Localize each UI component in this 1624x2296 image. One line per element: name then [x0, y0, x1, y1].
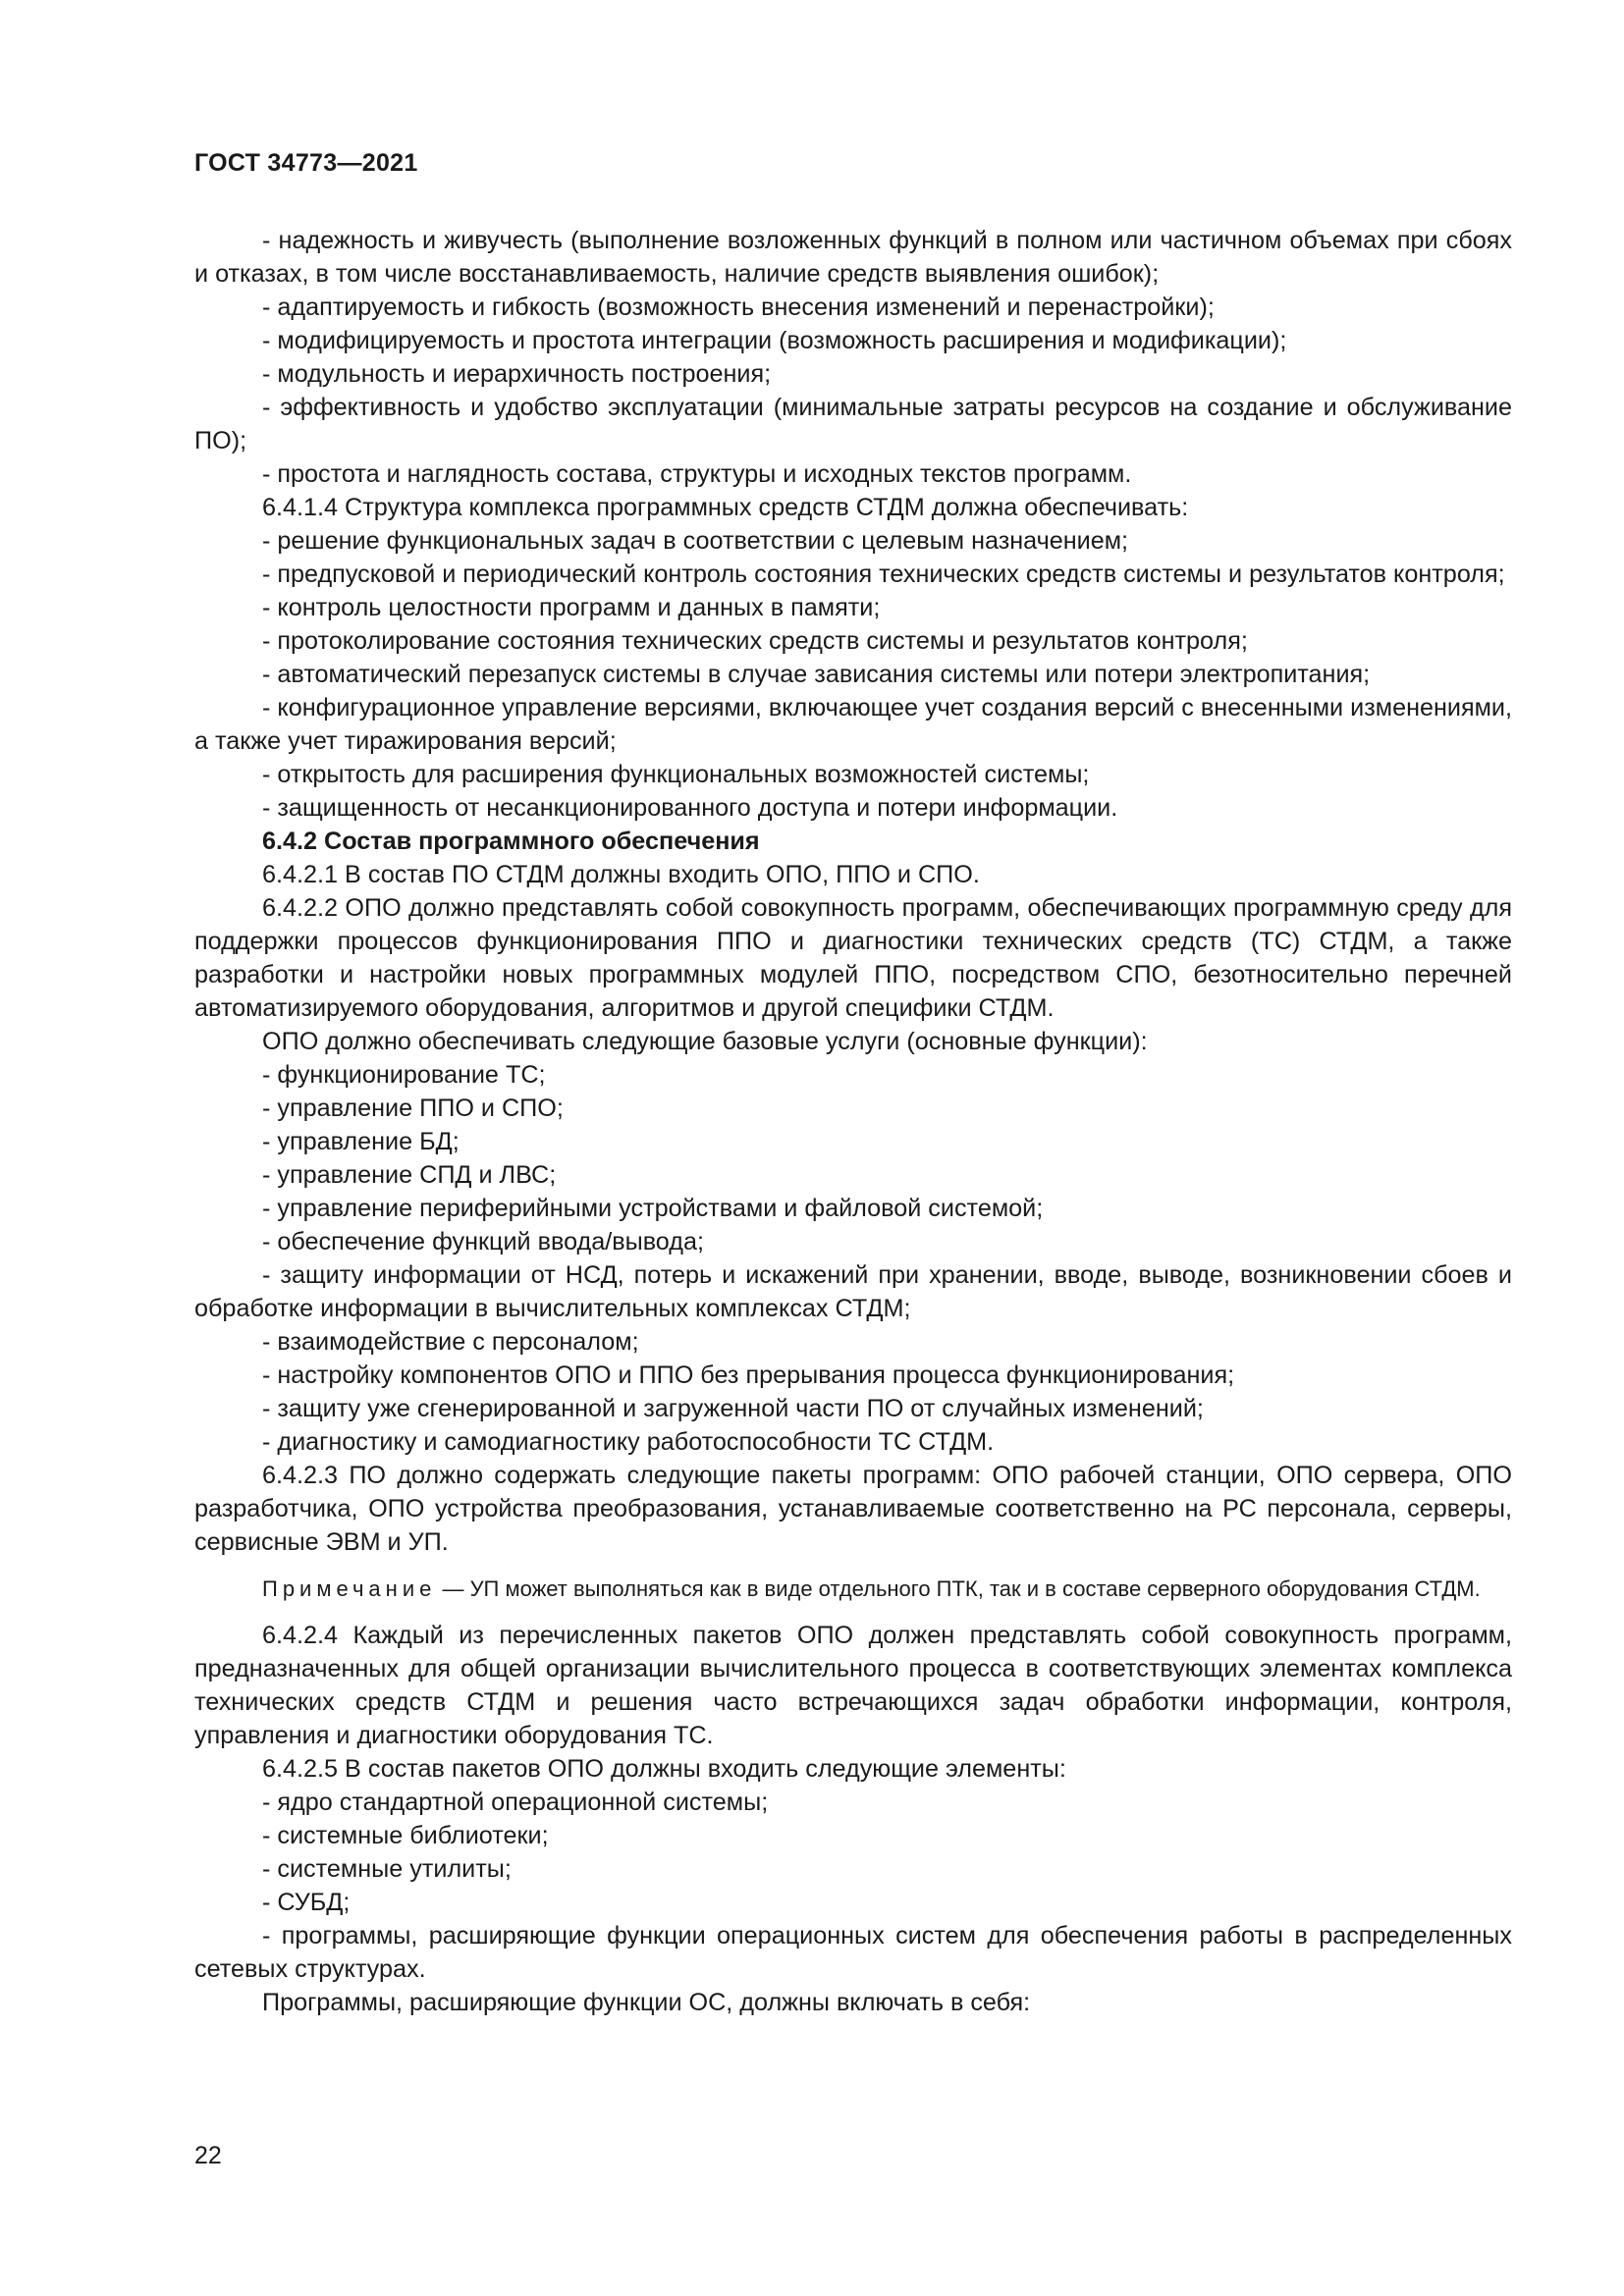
paragraph: - обеспечение функций ввода/вывода; — [262, 1228, 704, 1255]
paragraph: - управление периферийными устройствами и файловой системой; — [262, 1195, 1044, 1222]
paragraph: ОПО должно обеспечивать следующие базовые услуги (основные функции): — [262, 1028, 1148, 1055]
paragraph-block — [194, 224, 1512, 1559]
paragraph: 6.4.2.4 Каждый из перечисленных пакетов ОПО должен представлять собой совокупность программ, предназначенных для общей организации вычислительного процесса в соответствующих элементах комплекса технических средств СТДМ и решения часто встречающихся задач обработки информации, контроля, управления и диагностики оборудования ТС. — [194, 1622, 1512, 1749]
paragraph: - автоматический перезапуск системы в случае зависания системы или потери электропитания; — [262, 661, 1371, 688]
note-paragraph — [194, 1573, 1512, 1605]
paragraph: - защиту информации от НСД, потерь и искажений при хранении, вводе, выводе, возникновении сбоев и обработке информации в вычислительных комплексах СТДМ; — [194, 1261, 1512, 1322]
section-heading: 6.4.2 Состав программного обеспечения — [262, 828, 760, 855]
note-text: — УП может выполняться как в виде отдельного ПТК, так и в составе серверного оборудования СТДМ. — [436, 1576, 1481, 1601]
paragraph: - диагностику и самодиагностику работоспособности ТС СТДМ. — [262, 1428, 995, 1456]
page-number: 22 — [194, 2142, 222, 2169]
paragraph: - системные утилиты; — [262, 1855, 512, 1883]
note-label: Примечание — [262, 1576, 437, 1601]
paragraph: - решение функциональных задач в соответствии с целевым назначением; — [262, 527, 1129, 555]
paragraph: - функционирование ТС; — [262, 1061, 546, 1089]
paragraph: - эффективность и удобство эксплуатации (минимальные затраты ресурсов на создание и обслуживание ПО); — [194, 394, 1512, 454]
paragraph: - надежность и живучесть (выполнение возложенных функций в полном или частичном объемах при сбоях и отказах, в том числе восстанавливаемость, наличие средств выявления ошибок); — [194, 227, 1512, 288]
paragraph: 6.4.1.4 Структура комплекса программных средств СТДМ должна обеспечивать: — [262, 494, 1189, 521]
paragraph: - предпусковой и периодический контроль состояния технических средств системы и результатов контроля; — [262, 561, 1505, 588]
document-header: ГОСТ 34773—2021 — [194, 149, 418, 177]
paragraph: - программы, расширяющие функции операционных систем для обеспечения работы в распределенных сетевых структурах. — [194, 1922, 1512, 1983]
paragraph: - адаптируемость и гибкость (возможность внесения изменений и перенастройки); — [262, 294, 1215, 321]
paragraph: 6.4.2.3 ПО должно содержать следующие пакеты программ: ОПО рабочей станции, ОПО сервера, ОПО разработчика, ОПО устройства преобразования, устанавливаемые соответственно на РС персонала, серверы, сервисные ЭВМ и УП. — [194, 1462, 1512, 1556]
paragraph: - СУБД; — [262, 1889, 351, 1916]
document-body — [194, 224, 1512, 2019]
paragraph: 6.4.2.5 В состав пакетов ОПО должны входить следующие элементы: — [262, 1755, 1066, 1783]
paragraph: - управление СПД и ЛВС; — [262, 1161, 557, 1189]
paragraph: - взаимодействие с персоналом; — [262, 1328, 639, 1356]
paragraph: - контроль целостности программ и данных в памяти; — [262, 594, 881, 621]
paragraph: - простота и наглядность состава, структуры и исходных текстов программ. — [262, 460, 1132, 488]
paragraph: - модифицируемость и простота интеграции (возможность расширения и модификации); — [262, 327, 1287, 354]
paragraph: - настройку компонентов ОПО и ППО без прерывания процесса функционирования; — [262, 1362, 1235, 1389]
paragraph: - конфигурационное управление версиями, включающее учет создания версий с внесенными изменениями, а также учет тиражирования версий; — [194, 694, 1512, 755]
paragraph: Программы, расширяющие функции ОС, должны включать в себя: — [262, 1989, 1031, 2016]
paragraph: - управление БД; — [262, 1128, 460, 1155]
paragraph: - управление ППО и СПО; — [262, 1095, 564, 1122]
paragraph: 6.4.2.2 ОПО должно представлять собой совокупность программ, обеспечивающих программную среду для поддержки процессов функционирования ППО и диагностики технических средств (ТС) СТДМ, а также разработки и настройки новых программных модулей ППО, посредством СПО, безотносительно перечней автоматизируемого оборудования, алгоритмов и другой специфики СТДМ. — [194, 894, 1512, 1022]
paragraph: - открытость для расширения функциональных возможностей системы; — [262, 761, 1090, 788]
paragraph: 6.4.2.1 В состав ПО СТДМ должны входить ОПО, ППО и СПО. — [262, 861, 980, 888]
paragraph: - протоколирование состояния технических средств системы и результатов контроля; — [262, 627, 1248, 655]
paragraph: - защищенность от несанкционированного доступа и потери информации. — [262, 794, 1118, 822]
paragraph: - системные библиотеки; — [262, 1822, 549, 1849]
paragraph: - модульность и иерархичность построения; — [262, 360, 772, 388]
paragraph-block — [194, 1619, 1512, 2019]
paragraph: - защиту уже сгенерированной и загруженной части ПО от случайных изменений; — [262, 1395, 1204, 1422]
paragraph: - ядро стандартной операционной системы; — [262, 1789, 769, 1816]
